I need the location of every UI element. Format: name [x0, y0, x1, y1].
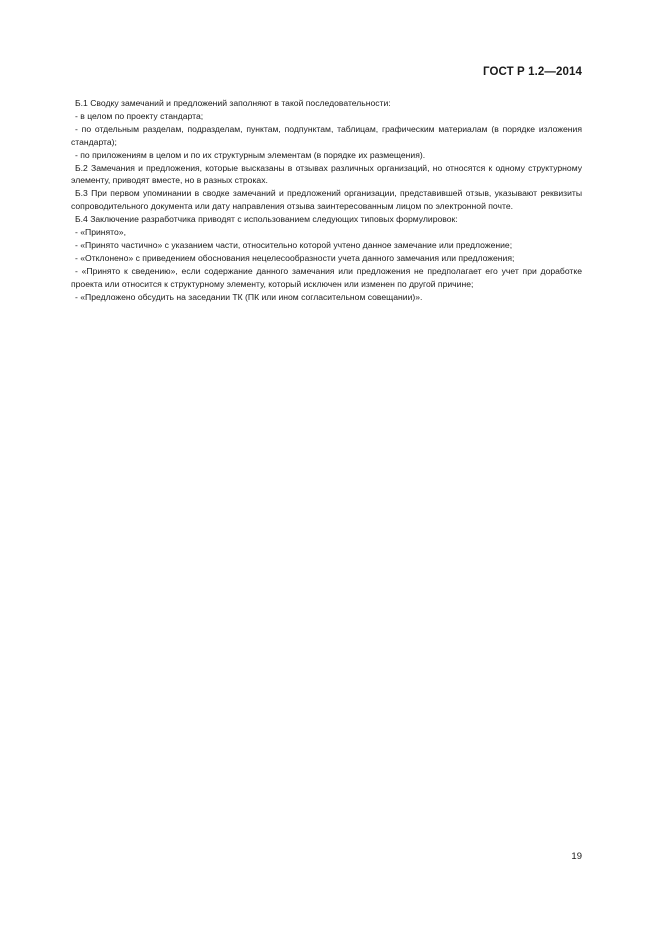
document-code: ГОСТ Р 1.2—2014 — [483, 66, 582, 78]
page-number: 19 — [571, 851, 582, 862]
list-item: - «Принято», — [75, 227, 126, 238]
paragraph-b2: Б.2 Замечания и предложения, которые высказаны в отзывах различных организаций, но относятся к одному структурному элементу, приводят вместе, но в разных строках. — [71, 162, 582, 186]
list-item: - «Принято к сведению», если содержание данного замечания или предложения не предполагает его учет при доработке проекта или относится к структурному элементу, который исключен или изменен по другой причине; — [71, 265, 582, 289]
paragraph-b4: Б.4 Заключение разработчика приводят с использованием следующих типовых формулировок: — [75, 214, 458, 225]
annex-b-text — [71, 97, 582, 304]
list-item: - «Предложено обсудить на заседании ТК (ПК или ином согласительном совещании)». — [75, 291, 423, 302]
list-item: - по отдельным разделам, подразделам, пунктам, подпунктам, таблицам, графическим материалам (в порядке изложения стандарта); — [71, 123, 582, 147]
paragraph-b1: Б.1 Сводку замечаний и предложений заполняют в такой последовательности: — [75, 98, 391, 108]
paragraph-b3: Б.3 При первом упоминании в сводке замечаний и предложений организации, представившей отзыв, указывают реквизиты сопроводительного документа или дату направления отзыва заинтересованным лицом по электронной почте. — [71, 188, 582, 212]
list-item: - «Отклонено» с приведением обоснования нецелесообразности учета данного замечания или предложения; — [75, 252, 515, 263]
list-item: - «Принято частично» с указанием части, относительно которой учтено данное замечание или предложение; — [75, 239, 513, 250]
list-item: - в целом по проекту стандарта; — [75, 110, 204, 121]
list-item: - по приложениям в целом и по их структурным элементам (в порядке их размещения). — [75, 149, 426, 160]
